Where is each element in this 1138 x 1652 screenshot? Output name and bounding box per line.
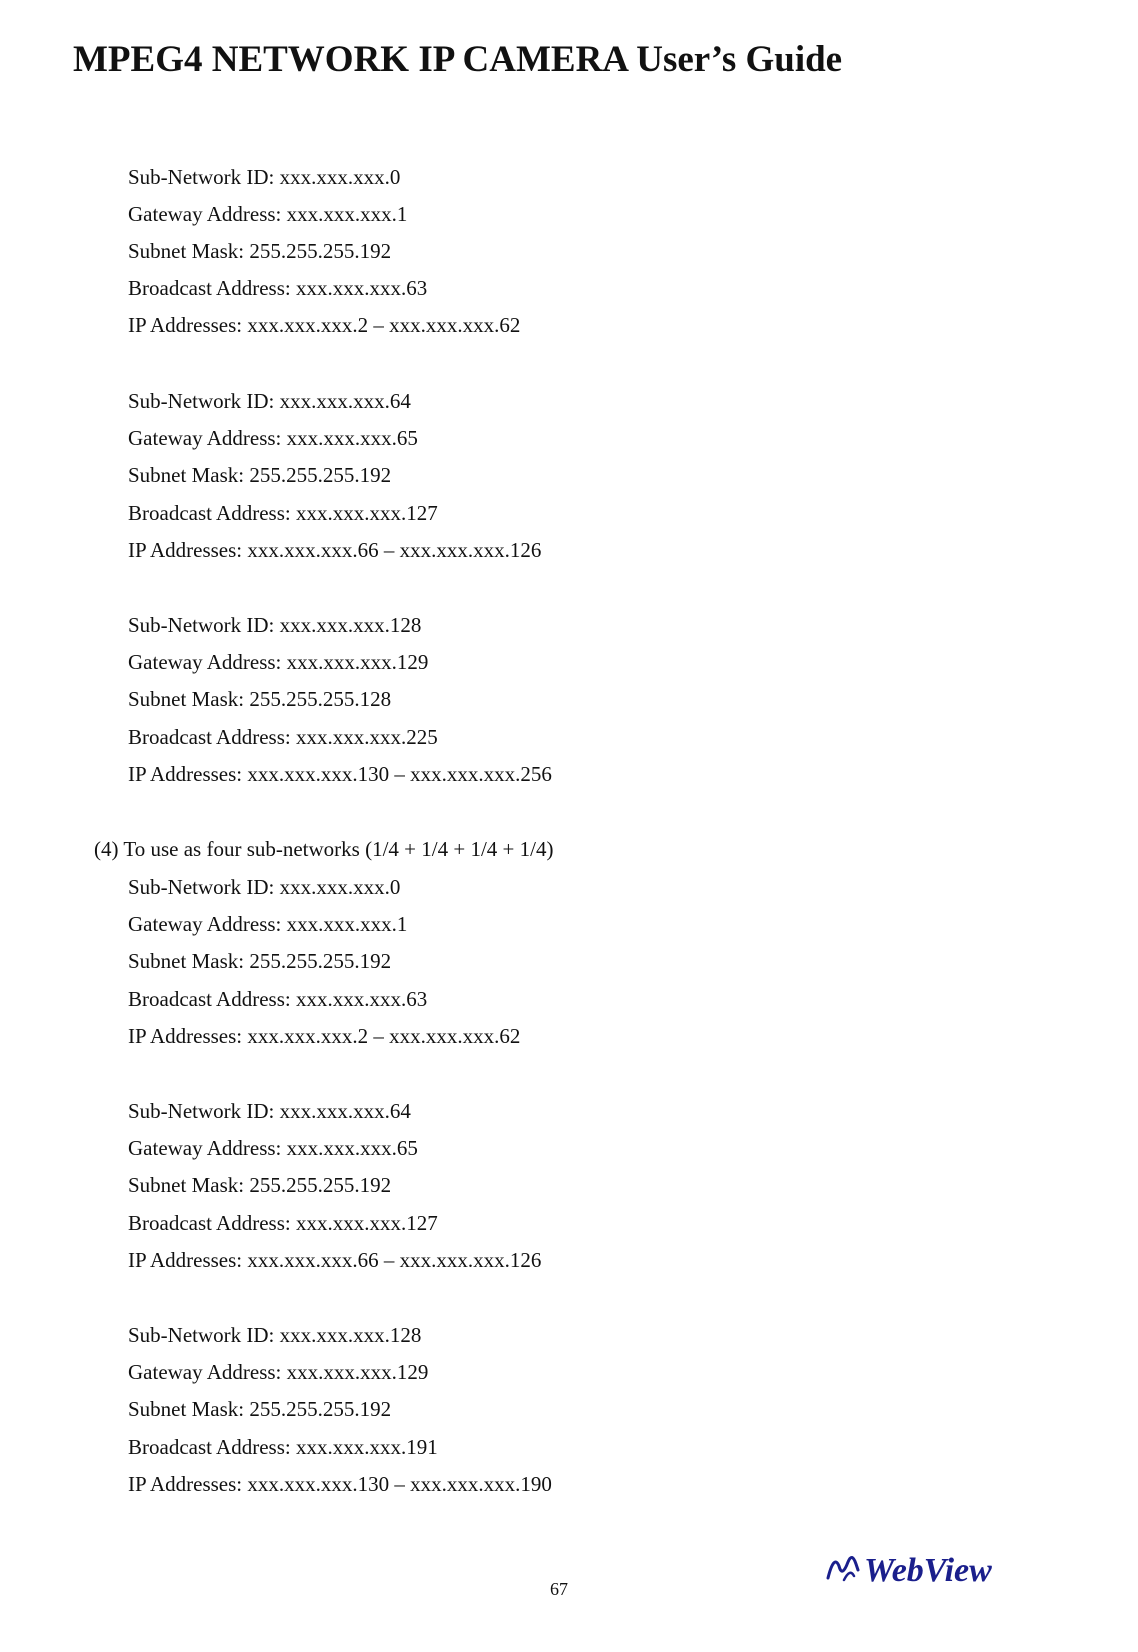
webview-logo-text: WebView — [864, 1552, 992, 1589]
broadcast-address-line: Broadcast Address: xxx.xxx.xxx.191 — [128, 1435, 438, 1459]
broadcast-address-line: Broadcast Address: xxx.xxx.xxx.63 — [128, 276, 428, 300]
ip-addresses-line: IP Addresses: xxx.xxx.xxx.66 – xxx.xxx.xxx.126 — [128, 1248, 542, 1272]
subnet-mask-line: Subnet Mask: 255.255.255.192 — [128, 1173, 392, 1197]
gateway-address-line: Gateway Address: xxx.xxx.xxx.65 — [128, 426, 418, 450]
ip-addresses-line: IP Addresses: xxx.xxx.xxx.2 – xxx.xxx.xxx.62 — [128, 1024, 521, 1048]
page-number: 67 — [550, 1579, 568, 1599]
gateway-address-line: Gateway Address: xxx.xxx.xxx.65 — [128, 1136, 418, 1160]
ip-addresses-line: IP Addresses: xxx.xxx.xxx.66 – xxx.xxx.xxx.126 — [128, 538, 542, 562]
section-heading: (4) To use as four sub-networks (1/4 + 1/4 + 1/4 + 1/4) — [94, 837, 554, 861]
subnet-mask-line: Subnet Mask: 255.255.255.192 — [128, 949, 392, 973]
ip-addresses-line: IP Addresses: xxx.xxx.xxx.2 – xxx.xxx.xxx.62 — [128, 313, 521, 337]
gateway-address-line: Gateway Address: xxx.xxx.xxx.1 — [128, 912, 408, 936]
subnet-mask-line: Subnet Mask: 255.255.255.128 — [128, 687, 392, 711]
broadcast-address-line: Broadcast Address: xxx.xxx.xxx.63 — [128, 987, 428, 1011]
sub-network-id-line: Sub-Network ID: xxx.xxx.xxx.64 — [128, 389, 411, 413]
broadcast-address-line: Broadcast Address: xxx.xxx.xxx.225 — [128, 725, 438, 749]
webview-logo-mark-icon — [828, 1557, 858, 1580]
subnet-mask-line: Subnet Mask: 255.255.255.192 — [128, 239, 392, 263]
subnet-mask-line: Subnet Mask: 255.255.255.192 — [128, 463, 392, 487]
document-title: MPEG4 NETWORK IP CAMERA User’s Guide — [73, 39, 843, 80]
subnet-mask-line: Subnet Mask: 255.255.255.192 — [128, 1397, 392, 1421]
broadcast-address-line: Broadcast Address: xxx.xxx.xxx.127 — [128, 1211, 438, 1235]
gateway-address-line: Gateway Address: xxx.xxx.xxx.129 — [128, 1360, 429, 1384]
webview-logo — [822, 1544, 1042, 1594]
ip-addresses-line: IP Addresses: xxx.xxx.xxx.130 – xxx.xxx.xxx.190 — [128, 1472, 552, 1496]
sub-network-id-line: Sub-Network ID: xxx.xxx.xxx.0 — [128, 875, 401, 899]
broadcast-address-line: Broadcast Address: xxx.xxx.xxx.127 — [128, 501, 438, 525]
sub-network-id-line: Sub-Network ID: xxx.xxx.xxx.128 — [128, 613, 422, 637]
gateway-address-line: Gateway Address: xxx.xxx.xxx.1 — [128, 202, 408, 226]
sub-network-id-line: Sub-Network ID: xxx.xxx.xxx.0 — [128, 165, 401, 189]
gateway-address-line: Gateway Address: xxx.xxx.xxx.129 — [128, 650, 429, 674]
ip-addresses-line: IP Addresses: xxx.xxx.xxx.130 – xxx.xxx.xxx.256 — [128, 762, 552, 786]
sub-network-id-line: Sub-Network ID: xxx.xxx.xxx.64 — [128, 1099, 411, 1123]
sub-network-id-line: Sub-Network ID: xxx.xxx.xxx.128 — [128, 1323, 422, 1347]
